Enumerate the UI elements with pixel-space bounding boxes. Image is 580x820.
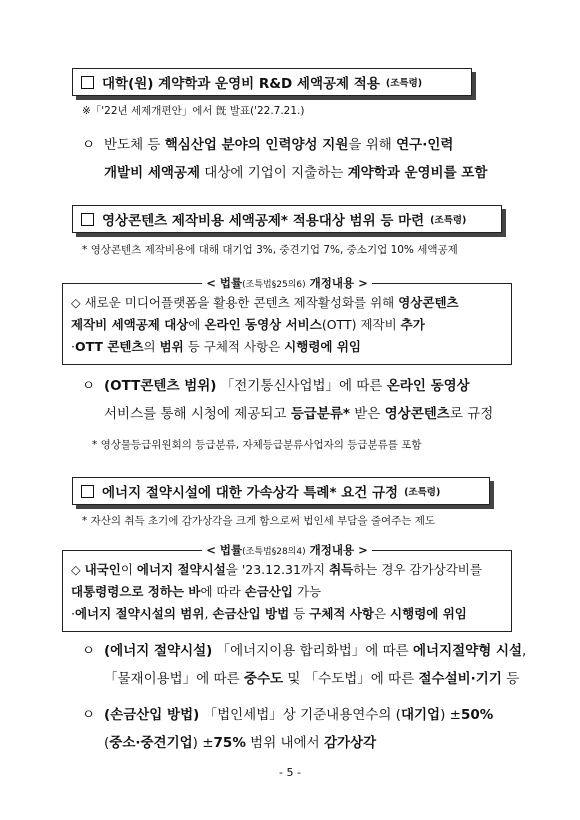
paragraph-2: ㅇ (OTT콘텐츠 범위) 「전기통신사업법」에 따른 온라인 동영상 서비스를 통해 시청에 제공되고 등급분류* 받은 영상콘텐츠로 규정 <box>82 372 493 428</box>
bullet-icon: ㅇ <box>82 643 96 659</box>
section-title-3: 에너지 절약시설에 대한 가속상각 특례* 요건 규정 <box>102 485 399 501</box>
paragraph-4: ㅇ (손금산입 방법) 「법인세법」상 기준내용연수의 (대기업) ±50% (중소·중견기업) ±75% 범위 내에서 감가상각 <box>82 701 493 757</box>
note-1: ※「'22년 세제개편안」에서 旣 발표('22.7.21.) <box>82 105 305 117</box>
bullet-icon: ㅇ <box>82 378 96 394</box>
section-tag-2: (조특령) <box>430 215 467 226</box>
paragraph-3: ㅇ (에너지 절약시설) 「에너지이용 합리화법」에 따른 에너지절약형 시설, 「물재이용법」에 따른 중수도 및 「수도법」에 따른 절수설비·기기 등 <box>82 637 526 693</box>
note-2: * 영상콘텐츠 제작비용에 대해 대기업 3%, 중견기업 7%, 중소기업 10% 세액공제 <box>82 244 458 256</box>
page-number: - 5 - <box>279 766 301 779</box>
section-heading-2 <box>72 205 502 233</box>
bullet-icon: ㅇ <box>82 707 96 723</box>
law-box-2: < 법률(조특법§28의4) 개정내용 > ◇ 내국인이 에너지 절약시설을 '23.12.31까지 취득하는 경우 감가상각비를 대통령령으로 정하는 바에 따라 손금산입 가능 ·에너지 절약시설의 범위, 손금산입 방법 등 구체적 사항은 시행령에 위임 <box>62 550 512 632</box>
note-4: * 자산의 취득 초기에 감가상각을 크게 함으로써 법인세 부담을 줄여주는 제도 <box>82 515 436 527</box>
section-title-2: 영상콘텐츠 제작비용 세액공제* 적용대상 범위 등 마련 <box>102 213 425 229</box>
section-heading-3 <box>72 477 490 505</box>
law-box-title-1: < 법률(조특법§25의6) 개정내용 > <box>63 275 511 293</box>
paragraph-1: ㅇ 반도체 등 핵심산업 분야의 인력양성 지원을 위해 연구·인력 개발비 세액공제 대상에 기업이 지출하는 계약학과 운영비를 포함 <box>82 131 487 187</box>
section-title-1: 대학(원) 계약학과 운영비 R&D 세액공제 적용 <box>102 76 380 92</box>
law-box-1: < 법률(조특법§25의6) 개정내용 > ◇ 새로운 미디어플랫폼을 활용한 콘텐츠 제작활성화를 위해 영상콘텐츠 제작비 세액공제 대상에 온라인 동영상 서비스(OTT) 제작비 추가 ·OTT 콘텐츠의 범위 등 구체적 사항은 시행령에 위임 <box>62 283 512 365</box>
section-tag-1: (조특령) <box>385 78 423 89</box>
checkbox-icon <box>81 76 94 89</box>
bullet-icon: ㅇ <box>82 137 96 153</box>
note-3: * 영상물등급위원회의 등급분류, 자체등급분류사업자의 등급분류를 포함 <box>92 439 422 451</box>
section-tag-3: (조특령) <box>404 487 441 498</box>
section-heading-1 <box>72 68 472 96</box>
checkbox-icon <box>81 213 94 226</box>
checkbox-icon <box>81 485 94 498</box>
law-box-title-2: < 법률(조특법§28의4) 개정내용 > <box>63 542 511 560</box>
